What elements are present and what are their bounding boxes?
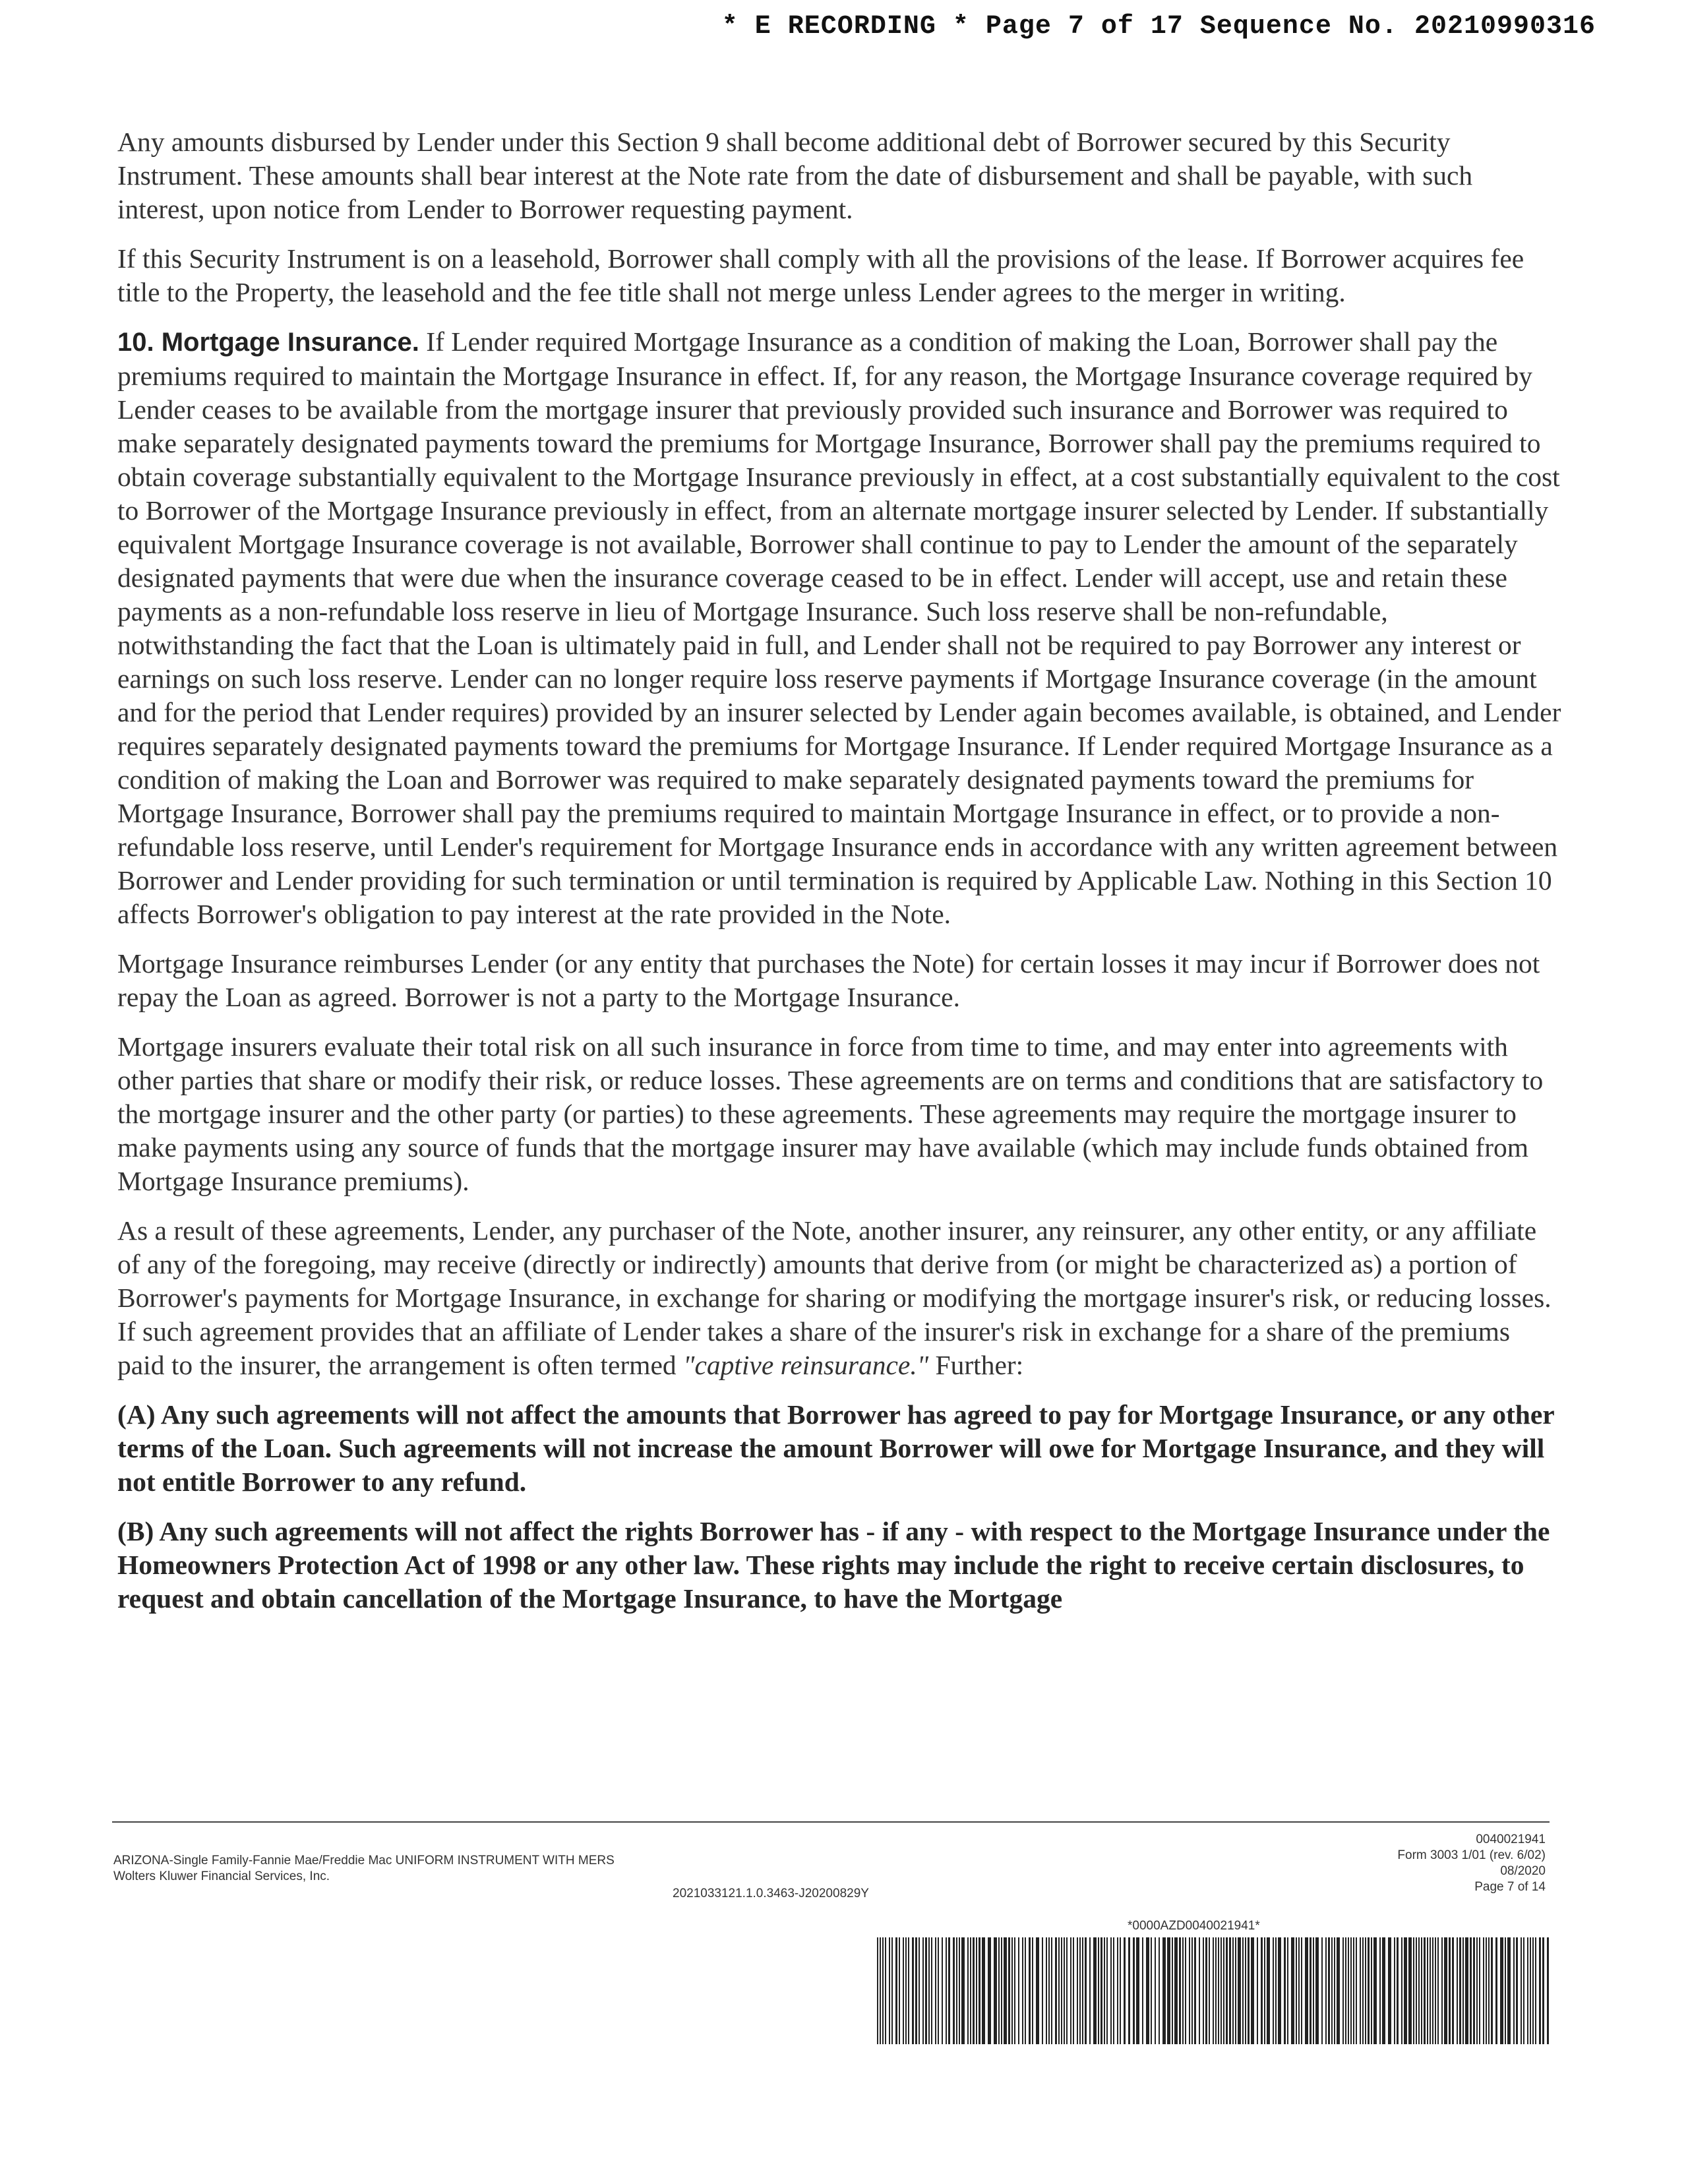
barcode-bar [1365, 1937, 1366, 2044]
barcode-bar [1218, 1937, 1219, 2044]
barcode-bar [1085, 1937, 1087, 2044]
barcode-bar [1523, 1937, 1524, 2044]
barcode-bar [948, 1937, 950, 2044]
paragraph-agreements-end: Further: [935, 1350, 1024, 1380]
barcode-bar [1079, 1937, 1081, 2044]
barcode-bar [946, 1937, 947, 2044]
barcode-bar [1521, 1937, 1522, 2044]
barcode-bar [1051, 1937, 1052, 2044]
barcode-bar [1205, 1937, 1207, 2044]
barcode-bar [1226, 1937, 1228, 2044]
paragraph-agreements [117, 1214, 1561, 1382]
barcode-bar [882, 1937, 884, 2044]
barcode-bar [982, 1937, 985, 2044]
barcode-bar [1462, 1937, 1464, 2044]
barcode-bar [1491, 1937, 1493, 2044]
barcode-bar [1516, 1937, 1518, 2044]
barcode-bar [1128, 1937, 1130, 2044]
barcode-bar [1356, 1937, 1357, 2044]
barcode-bar [1048, 1937, 1050, 2044]
barcode-bar [1486, 1937, 1487, 2044]
barcode-bar [1408, 1937, 1412, 2044]
form-date: 08/2020 [1500, 1864, 1546, 1878]
paragraph-mi-insurers: Mortgage insurers evaluate their total risk on all such insurance in force from time to time, and may enter into agreements with other parties that share or modify their risk, or reduce losses. These agreements are on terms and conditions that are satisfactory to the mortgage insurer and the other party (or parties) to these agreements. These agreements may require the mortgage insurer to make payments using any source of funds that the mortgage insurer may have available (which may include funds obtained from Mortgage Insurance premiums). [117, 1031, 1544, 1196]
barcode-bar [1465, 1937, 1468, 2044]
barcode-bar [1273, 1937, 1274, 2044]
barcode-bar [1345, 1937, 1346, 2044]
barcode-bar [1004, 1937, 1007, 2044]
barcode-bar [1113, 1937, 1114, 2044]
barcode-label: *0000AZD0040021941* [1128, 1919, 1260, 1933]
barcode-bar [1029, 1937, 1031, 2044]
barcode-bar [1162, 1937, 1166, 2044]
barcode-bar [1064, 1937, 1065, 2044]
barcode-bar [1404, 1937, 1407, 2044]
barcode-bar [928, 1937, 930, 2044]
barcode-bar [973, 1937, 975, 2044]
barcode-bar [1189, 1937, 1190, 2044]
barcode-bar [1221, 1937, 1222, 2044]
barcode-bar [970, 1937, 971, 2044]
barcode-bar [912, 1937, 914, 2044]
barcode-bar [938, 1937, 939, 2044]
barcode-bar [1167, 1937, 1170, 2044]
barcode-bar [1014, 1937, 1015, 2044]
barcode-bar [1287, 1937, 1288, 2044]
barcode-bar [1337, 1937, 1340, 2044]
barcode-bar [1353, 1937, 1354, 2044]
barcode-bar [959, 1937, 960, 2044]
barcode-bar [1235, 1937, 1236, 2044]
barcode-bar [925, 1937, 927, 2044]
barcode-bar [1100, 1937, 1102, 2044]
barcode-bar [1203, 1937, 1204, 2044]
barcode-bar [1470, 1937, 1472, 2044]
barcode-bar [1238, 1937, 1241, 2044]
barcode-bar [1098, 1937, 1099, 2044]
form-number: Form 3003 1/01 (rev. 6/02) [1397, 1848, 1546, 1862]
barcode-bar [1257, 1937, 1258, 2044]
barcode-bar [1242, 1937, 1244, 2044]
barcode-bar [1093, 1937, 1097, 2044]
section-10-paragraph [117, 325, 1561, 931]
barcode-bar [1179, 1937, 1181, 2044]
footer-right [1397, 1832, 1546, 1895]
barcode-bar [1432, 1937, 1433, 2044]
barcode-bar [1418, 1937, 1420, 2044]
barcode-bar [1305, 1937, 1308, 2044]
barcode-bar [1535, 1937, 1536, 2044]
barcode-bar [1315, 1937, 1319, 2044]
barcode-bar [1182, 1937, 1184, 2044]
barcode-bar [967, 1937, 969, 2044]
barcode-bar [1313, 1937, 1314, 2044]
barcode-bar [1215, 1937, 1217, 2044]
barcode-bar [1232, 1937, 1234, 2044]
barcode-bar [1382, 1937, 1385, 2044]
barcode-bar [994, 1937, 997, 2044]
barcode-bar [1106, 1937, 1108, 2044]
barcode-bar [1301, 1937, 1302, 2044]
barcode-bar [1199, 1937, 1200, 2044]
barcode-bar [1018, 1937, 1019, 2044]
barcode-bar [908, 1937, 909, 2044]
page-number: Page 7 of 14 [1474, 1880, 1546, 1894]
barcode-bar [1495, 1937, 1497, 2044]
barcode-bar [1185, 1937, 1186, 2044]
barcode-bar [1473, 1937, 1475, 2044]
barcode-bar [1073, 1937, 1074, 2044]
barcode-bar [1421, 1937, 1422, 2044]
barcode-bar [1483, 1937, 1484, 2044]
barcode-bar [935, 1937, 936, 2044]
barcode-bar [1427, 1937, 1428, 2044]
barcode-bar [1542, 1937, 1544, 2044]
barcode-bar [1413, 1937, 1414, 2044]
barcode-bar [1532, 1937, 1534, 2044]
barcode-bar [1223, 1937, 1224, 2044]
document-code: 2021033121.1.0.3463-J20200829Y [673, 1887, 869, 1900]
paragraph-b: (B) Any such agreements will not affect the rights Borrower has - if any - with respect to the Mortgage Insurance under the Homeowners Protection Act of 1998 or any other law. These rights may include the right to receive certain disclosures, to request and obtain cancellation of the Mortgage Insurance, to have the Mortgage [117, 1516, 1550, 1614]
barcode-bar [1058, 1937, 1060, 2044]
barcode-bar [1011, 1937, 1013, 2044]
barcode-bar [1334, 1937, 1335, 2044]
section-10-text: If Lender required Mortgage Insurance as a condition of making the Loan, Borrower shall pay the premiums required to maintain the Mortgage Insurance in effect. If, for any reason, the Mortgage Insurance coverage required by Lender ceases to be available from the mortgage insurer that previously provided such insurance and Borrower was required to make separately designated payments toward the premiums for Mortgage Insurance, Borrower shall pay the premiums required to obtain coverage substantially equivalent to the Mortgage Insurance previously in effect, at a cost substantially equivalent to the cost to Borrower of the Mortgage Insurance previously in effect, from an alternate mortgage insurer selected by Lender. If substantially equivalent Mortgage Insurance coverage is not available, Borrower shall continue to pay to Lender the amount of the separately designated payments that were due when the insurance coverage ceased to be in effect. Lender will accept, use and retain these payments as a non-refundable loss reserve in lieu of Mortgage Insurance. Such loss reserve shall be non-refundable, notwithstanding the fact that the Loan is ultimately paid in full, and Lender shall not be required to pay Borrower any interest or earnings on such loss reserve. Lender can no longer require loss reserve payments if Mortgage Insurance coverage (in the amount and for the period that Lender requires) provided by an insurer selected by Lender again becomes available, is obtained, and Lender requires separately designated payments toward the premiums for Mortgage Insurance. If Lender required Mortgage Insurance as a condition of making the Loan and Borrower was required to make separately designated payments toward the premiums for Mortgage Insurance, Borrower shall pay the premiums required to maintain Mortgage Insurance in effect, or to provide a non-refundable loss reserve, until Lender's requirement for Mortgage Insurance ends in accordance with any written agreement between Borrower and Lender providing for such termination or until termination is required by Applicable Law. Nothing in this Section 10 affects Borrower's obligation to pay interest at the rate provided in the Note. [117, 326, 1561, 929]
barcode-bar [1191, 1937, 1193, 2044]
barcode-bar [1248, 1937, 1250, 2044]
barcode-bar [1089, 1937, 1091, 2044]
barcode-bar [1022, 1937, 1023, 2044]
barcode-bar [1133, 1937, 1135, 2044]
recording-header: * E RECORDING * Page 7 of 17 Sequence No. 20210990316 [721, 12, 1596, 42]
barcode-bar [919, 1937, 920, 2044]
barcode-bar [877, 1937, 878, 2044]
barcode-bar [1117, 1937, 1118, 2044]
barcode-bar [961, 1937, 965, 2044]
barcode-bar [1025, 1937, 1026, 2044]
barcode-bar [1194, 1937, 1196, 2044]
barcode-bar [998, 1937, 1000, 2044]
barcode-bar [1155, 1937, 1156, 2044]
barcode-bar [956, 1937, 957, 2044]
barcode-bar [1513, 1937, 1515, 2044]
form-title: ARIZONA-Single Family-Fannie Mae/Freddie Mac UNIFORM INSTRUMENT WITH MERS [113, 1854, 615, 1867]
paragraph-a: (A) Any such agreements will not affect the amounts that Borrower has agreed to pay for Mortgage Insurance, or any other terms of the Loan. Such agreements will not increase the amount Borrower will owe for Mortgage Insurance, and they will not entitle Borrower to any refund. [117, 1399, 1554, 1497]
barcode-bar [931, 1937, 932, 2044]
barcode-bar [899, 1937, 900, 2044]
barcode-bar [1368, 1937, 1370, 2044]
barcode-bar [1539, 1937, 1541, 2044]
barcode-bar [895, 1937, 897, 2044]
barcode-bar [903, 1937, 904, 2044]
loan-number: 0040021941 [1476, 1833, 1546, 1846]
barcode-bar [1213, 1937, 1214, 2044]
barcode-bar [1424, 1937, 1426, 2044]
barcode-bar [1001, 1937, 1002, 2044]
barcode-bar [889, 1937, 890, 2044]
barcode-bar [1310, 1937, 1311, 2044]
captive-reinsurance-term: "captive reinsurance." [683, 1350, 929, 1380]
barcode-bar [1124, 1937, 1126, 2044]
barcode-bar [1401, 1937, 1402, 2044]
footer-left [113, 1853, 615, 1885]
barcode-bar [1151, 1937, 1152, 2044]
barcode-bar [1547, 1937, 1549, 2044]
barcode-bar [976, 1937, 977, 2044]
barcode-bar [891, 1937, 893, 2044]
barcode-bar [1142, 1937, 1143, 2044]
barcode-bar [1530, 1937, 1531, 2044]
barcode-bar [1457, 1937, 1458, 2044]
barcode-bar [1061, 1937, 1062, 2044]
barcode-bar [1373, 1937, 1377, 2044]
barcode-bar [905, 1937, 907, 2044]
barcode-bar [1488, 1937, 1490, 2044]
paragraph-section9-amounts: Any amounts disbursed by Lender under this Section 9 shall become additional debt of Borrower secured by this Security Instrument. These amounts shall bear interest at the Note rate from the date of disbursement and shall be payable, with such interest, upon notice from Lender to Borrower requesting payment. [117, 127, 1473, 224]
barcode-bar [1507, 1937, 1511, 2044]
barcode-bar [1291, 1937, 1294, 2044]
barcode-bar [1397, 1937, 1399, 2044]
barcode-bar [1032, 1937, 1033, 2044]
barcode-bar [1500, 1937, 1503, 2044]
barcode-bar [1476, 1937, 1478, 2044]
barcode-bar [1245, 1937, 1246, 2044]
barcode-bar [1394, 1937, 1395, 2044]
barcode-bar [1459, 1937, 1461, 2044]
paragraph-leasehold: If this Security Instrument is on a leasehold, Borrower shall comply with all the provisions of the lease. If Borrower acquires fee title to the Property, the leasehold and the fee title shall not merge unless Lender agrees to the merger in writing. [117, 243, 1524, 307]
barcode-bar [1379, 1937, 1381, 2044]
barcode-bar [1298, 1937, 1300, 2044]
barcode-bar [1136, 1937, 1139, 2044]
barcode-bar [1348, 1937, 1349, 2044]
barcode-bar [1527, 1937, 1528, 2044]
barcode-bar [1505, 1937, 1506, 2044]
barcode [877, 1937, 1550, 2044]
barcode-bar [1296, 1937, 1297, 2044]
barcode-bar [1362, 1937, 1364, 2044]
barcode-bar [1328, 1937, 1330, 2044]
barcode-bar [1342, 1937, 1344, 2044]
barcode-bar [1267, 1937, 1270, 2044]
paragraph-mi-reimburses: Mortgage Insurance reimburses Lender (or any entity that purchases the Note) for certain losses it may incur if Borrower does not repay the Loan as agreed. Borrower is not a party to the Mortgage Insurance. [117, 948, 1540, 1012]
paragraph-agreements-text: As a result of these agreements, Lender, any purchaser of the Note, another insurer, any reinsurer, any other entity, or any affiliate of any of the foregoing, may receive (directly or indirectly) amounts that derive from (or might be characterized as) a portion of Borrower's payments for Mortgage Insurance, in exchange for sharing or modifying the mortgage insurer's risk, or reducing losses. If such agreement provides that an affiliate of Lender takes a share of the insurer's risk in exchange for a share of the premiums paid to the insurer, the arrangement is often termed [117, 1215, 1552, 1380]
barcode-bar [1479, 1937, 1480, 2044]
barcode-bar [880, 1937, 881, 2044]
barcode-bar [915, 1937, 917, 2044]
barcode-bar [1264, 1937, 1265, 2044]
barcode-bar [1066, 1937, 1068, 2044]
barcode-bar [1042, 1937, 1043, 2044]
barcode-bar [1321, 1937, 1323, 2044]
barcode-bar [988, 1937, 991, 2044]
barcode-bar [1444, 1937, 1447, 2044]
barcode-bar [979, 1937, 980, 2044]
barcode-bar [1261, 1937, 1263, 2044]
barcode-bar [1209, 1937, 1210, 2044]
barcode-bar [1325, 1937, 1327, 2044]
barcode-bar [1441, 1937, 1443, 2044]
section-10-title: 10. Mortgage Insurance. [117, 328, 419, 357]
barcode-bar [1120, 1937, 1121, 2044]
barcode-bar [1416, 1937, 1417, 2044]
barcode-bar [1174, 1937, 1178, 2044]
barcode-bar [1388, 1937, 1391, 2044]
barcode-bar [1452, 1937, 1454, 2044]
footer-divider [112, 1821, 1550, 1823]
barcode-bar [1104, 1937, 1105, 2044]
barcode-bar [1046, 1937, 1047, 2044]
barcode-bar [1278, 1937, 1281, 2044]
barcode-bar [1435, 1937, 1436, 2044]
document-body [117, 125, 1561, 1631]
barcode-bar [1251, 1937, 1254, 2044]
barcode-bar [1331, 1937, 1333, 2044]
barcode-bar [1449, 1937, 1451, 2044]
barcode-bar [1284, 1937, 1286, 2044]
barcode-bar [1172, 1937, 1173, 2044]
barcode-bar [1055, 1937, 1057, 2044]
barcode-bar [1275, 1937, 1277, 2044]
barcode-bar [885, 1937, 886, 2044]
barcode-bar [1082, 1937, 1083, 2044]
barcode-bar [1159, 1937, 1160, 2044]
barcode-bar [1110, 1937, 1112, 2044]
barcode-bar [1229, 1937, 1231, 2044]
barcode-bar [1430, 1937, 1431, 2044]
barcode-bar [1371, 1937, 1372, 2044]
barcode-bar [1360, 1937, 1361, 2044]
barcode-bar [1350, 1937, 1352, 2044]
barcode-bar [1008, 1937, 1010, 2044]
barcode-bar [953, 1937, 955, 2044]
publisher: Wolters Kluwer Financial Services, Inc. [113, 1869, 330, 1883]
barcode-bar [1036, 1937, 1039, 2044]
barcode-bar [1077, 1937, 1078, 2044]
barcode-bar [942, 1937, 943, 2044]
barcode-bar [1437, 1937, 1439, 2044]
barcode-bar [1146, 1937, 1149, 2044]
barcode-bar [1070, 1937, 1071, 2044]
barcode-bar [922, 1937, 924, 2044]
